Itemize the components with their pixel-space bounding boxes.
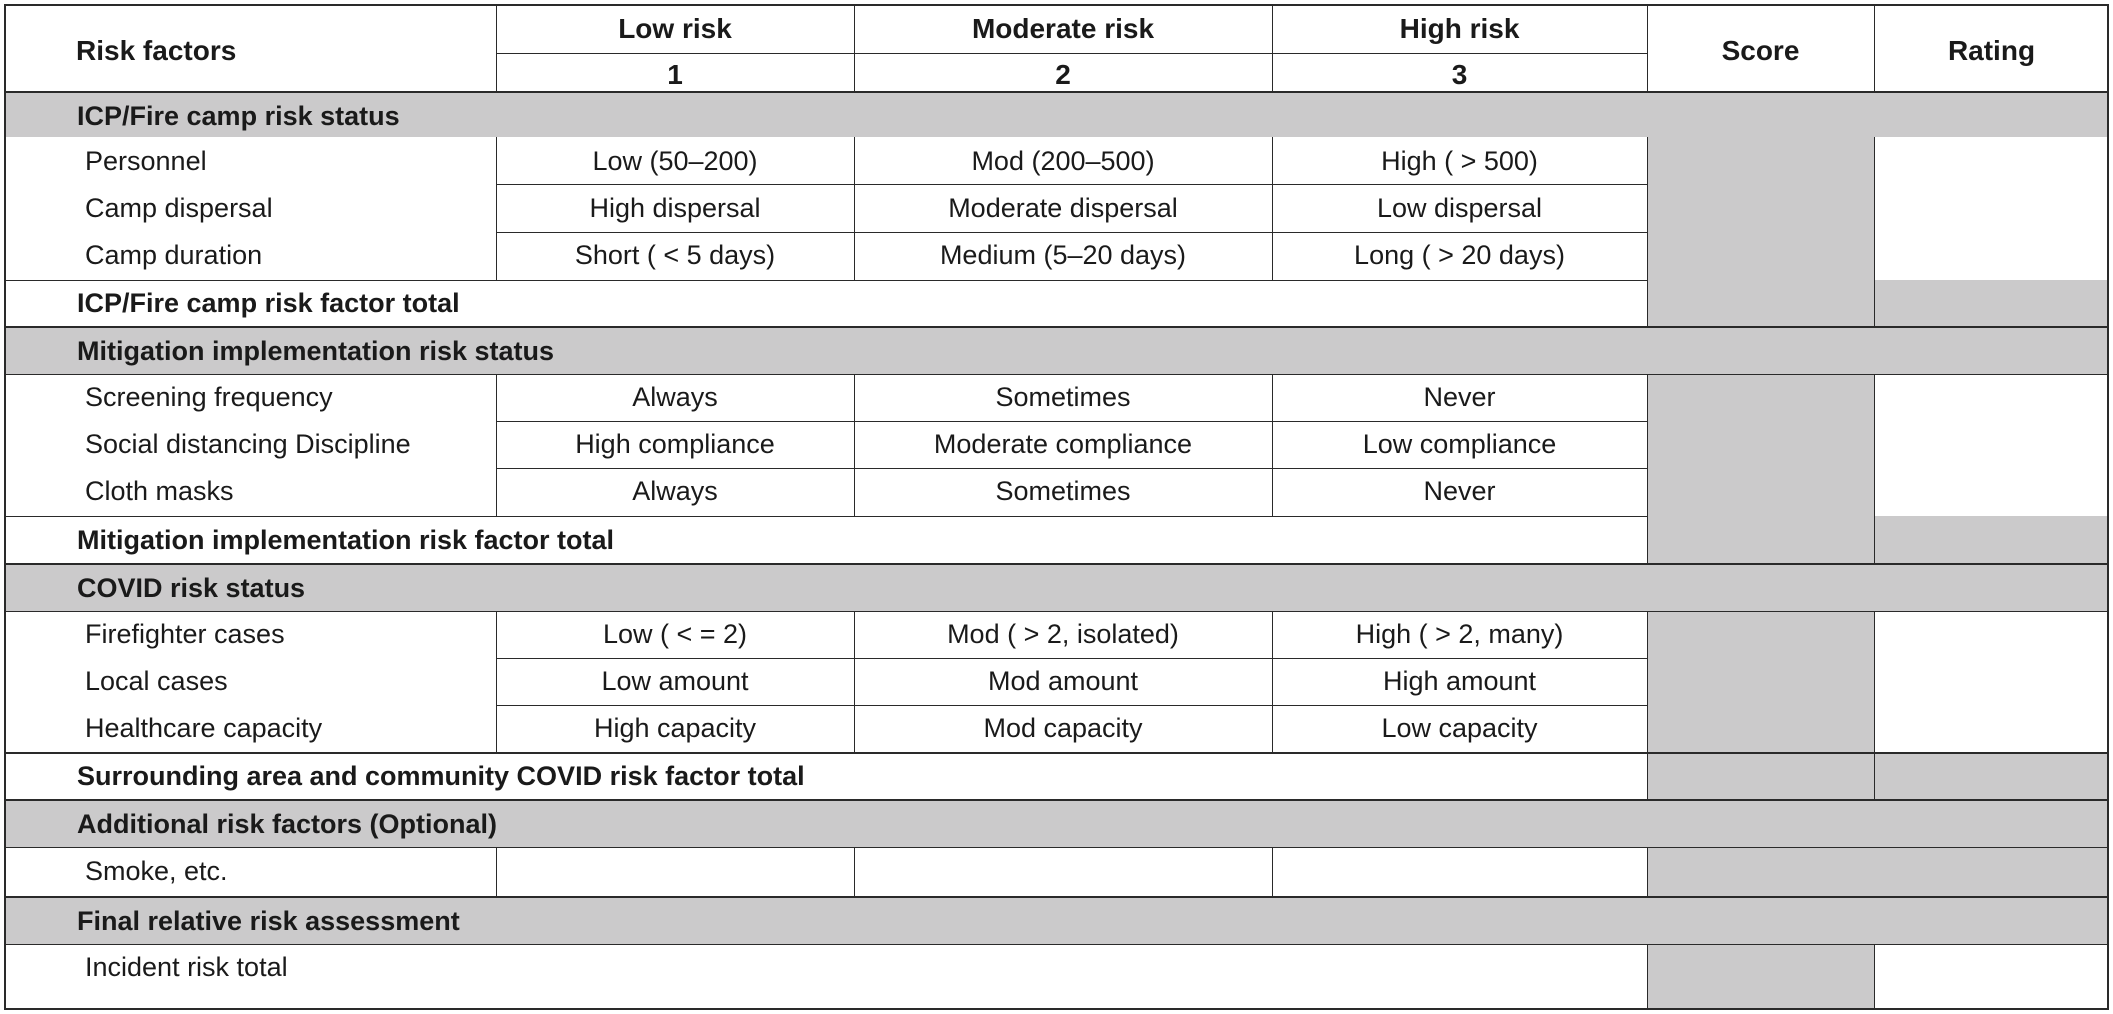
header-bottom-rule — [4, 91, 2109, 93]
covid-rule-total-top — [4, 752, 2109, 754]
header-high-risk: High risk — [1399, 13, 1520, 44]
row-mod: Mod capacity — [983, 713, 1143, 743]
row-high: Never — [1423, 476, 1496, 506]
row-mod: Sometimes — [995, 476, 1131, 506]
row-factor: Healthcare capacity — [85, 713, 323, 743]
section-title-icp: ICP/Fire camp risk status — [77, 101, 400, 131]
row-low: Low (50–200) — [592, 146, 758, 176]
col-rule-score-covid — [1647, 611, 1648, 800]
section-total-covid: Surrounding area and community COVID risk factor total — [77, 761, 805, 791]
section-title-mitigation: Mitigation implementation risk status — [77, 336, 555, 366]
row-factor: Local cases — [85, 666, 228, 696]
final-rule-top — [4, 944, 2109, 945]
section-total-icp: ICP/Fire camp risk factor total — [77, 288, 460, 318]
covid-rule-b — [496, 705, 1647, 706]
rating-shade-mitigation-total — [1874, 516, 2109, 564]
row-factor: Screening frequency — [85, 382, 333, 412]
row-factor: Personnel — [85, 146, 207, 176]
row-low: High capacity — [593, 713, 757, 743]
col-rule-score-add — [1647, 847, 1648, 897]
row-low: Short ( < 5 days) — [574, 240, 776, 270]
mit-rule-b — [496, 468, 1647, 469]
row-factor: Camp dispersal — [85, 193, 273, 223]
band-covid-title — [4, 564, 2109, 611]
row-high: Long ( > 20 days) — [1354, 240, 1565, 270]
row-mod: Mod amount — [987, 666, 1139, 696]
rating-shade-icp-total — [1874, 280, 2109, 327]
border-left — [4, 4, 6, 1010]
header-rating: Rating — [1947, 35, 2036, 66]
col-rule-1-add — [496, 847, 497, 897]
score-shade-additional — [1647, 847, 1874, 897]
row-mod: Moderate dispersal — [948, 193, 1178, 223]
icp-rule-a — [496, 184, 1647, 185]
row-mod: Medium (5–20 days) — [939, 240, 1187, 270]
row-low: Always — [632, 476, 718, 506]
icp-rule-b — [496, 232, 1647, 233]
row-mod: Mod (200–500) — [971, 146, 1155, 176]
mit-rule-bottom — [4, 563, 2109, 565]
row-high: High ( > 500) — [1381, 146, 1538, 176]
row-low: Low ( < = 2) — [602, 619, 748, 649]
row-mod: Moderate compliance — [933, 429, 1193, 459]
covid-rule-top — [4, 611, 2109, 612]
covid-rule-bottom — [4, 799, 2109, 801]
border-top — [4, 4, 2109, 6]
covid-rule-a — [496, 658, 1647, 659]
col-rule-rating-icp — [1874, 137, 1875, 327]
header-level-2: 2 — [1055, 59, 1071, 90]
row-factor: Firefighter cases — [85, 619, 285, 649]
mit-rule-total-top — [4, 516, 1647, 517]
row-factor: Cloth masks — [85, 476, 234, 506]
col-rule-rating-covid — [1874, 611, 1875, 800]
col-rule-2-add — [854, 847, 855, 897]
row-high: Never — [1423, 382, 1496, 412]
row-low: Low amount — [601, 666, 749, 696]
mit-rule-a — [496, 421, 1647, 422]
col-rule-score-icp — [1647, 137, 1648, 327]
row-high: Low compliance — [1362, 429, 1557, 459]
score-shade-final — [1647, 944, 1874, 1010]
header-level-3: 3 — [1451, 59, 1468, 90]
row-mod: Sometimes — [995, 382, 1131, 412]
row-low: High dispersal — [589, 193, 761, 223]
section-title-additional: Additional risk factors (Optional) — [77, 809, 498, 839]
add-rule-bottom — [4, 896, 2109, 898]
row-factor: Incident risk total — [85, 952, 288, 982]
icp-rule-bottom — [4, 326, 2109, 328]
row-low: High compliance — [575, 429, 775, 459]
section-title-covid: COVID risk status — [77, 573, 306, 603]
col-rule-rating-final — [1874, 944, 1875, 1010]
icp-rule-total-top — [4, 280, 1647, 281]
row-factor: Camp duration — [85, 240, 263, 270]
border-right — [2107, 4, 2109, 1010]
risk-assessment-table — [4, 4, 2109, 1010]
header-risk-factors: Risk factors — [76, 35, 237, 66]
score-shade-covid — [1647, 611, 1874, 800]
row-mod: Mod ( > 2, isolated) — [947, 619, 1179, 649]
header-level-1: 1 — [667, 59, 683, 90]
rating-shade-covid-total — [1874, 752, 2109, 800]
section-title-final: Final relative risk assessment — [77, 906, 460, 936]
section-total-mitigation: Mitigation implementation risk factor total — [77, 525, 615, 555]
score-shade-mitigation — [1647, 374, 1874, 564]
col-rule-rating-mit — [1874, 374, 1875, 564]
mit-rule-top — [4, 374, 2109, 375]
row-high: High amount — [1382, 666, 1537, 696]
header-sub-rule — [496, 53, 1647, 54]
row-high: High ( > 2, many) — [1355, 619, 1564, 649]
add-rule-top — [4, 847, 2109, 848]
row-factor: Social distancing Discipline — [85, 429, 411, 459]
border-bottom — [4, 1008, 2109, 1010]
header-score: Score — [1721, 35, 1800, 66]
col-rule-3-add — [1272, 847, 1273, 897]
score-shade-icp — [1647, 137, 1874, 327]
row-high: Low dispersal — [1376, 193, 1543, 223]
header-low-risk: Low risk — [618, 13, 732, 44]
col-rule-score-mit — [1647, 374, 1648, 564]
header-moderate-risk: Moderate risk — [971, 13, 1155, 44]
row-low: Always — [632, 382, 718, 412]
col-rule-score-final — [1647, 944, 1648, 1010]
rating-shade-additional — [1874, 847, 2109, 897]
row-high: Low capacity — [1381, 713, 1538, 743]
row-factor: Smoke, etc. — [85, 856, 228, 886]
